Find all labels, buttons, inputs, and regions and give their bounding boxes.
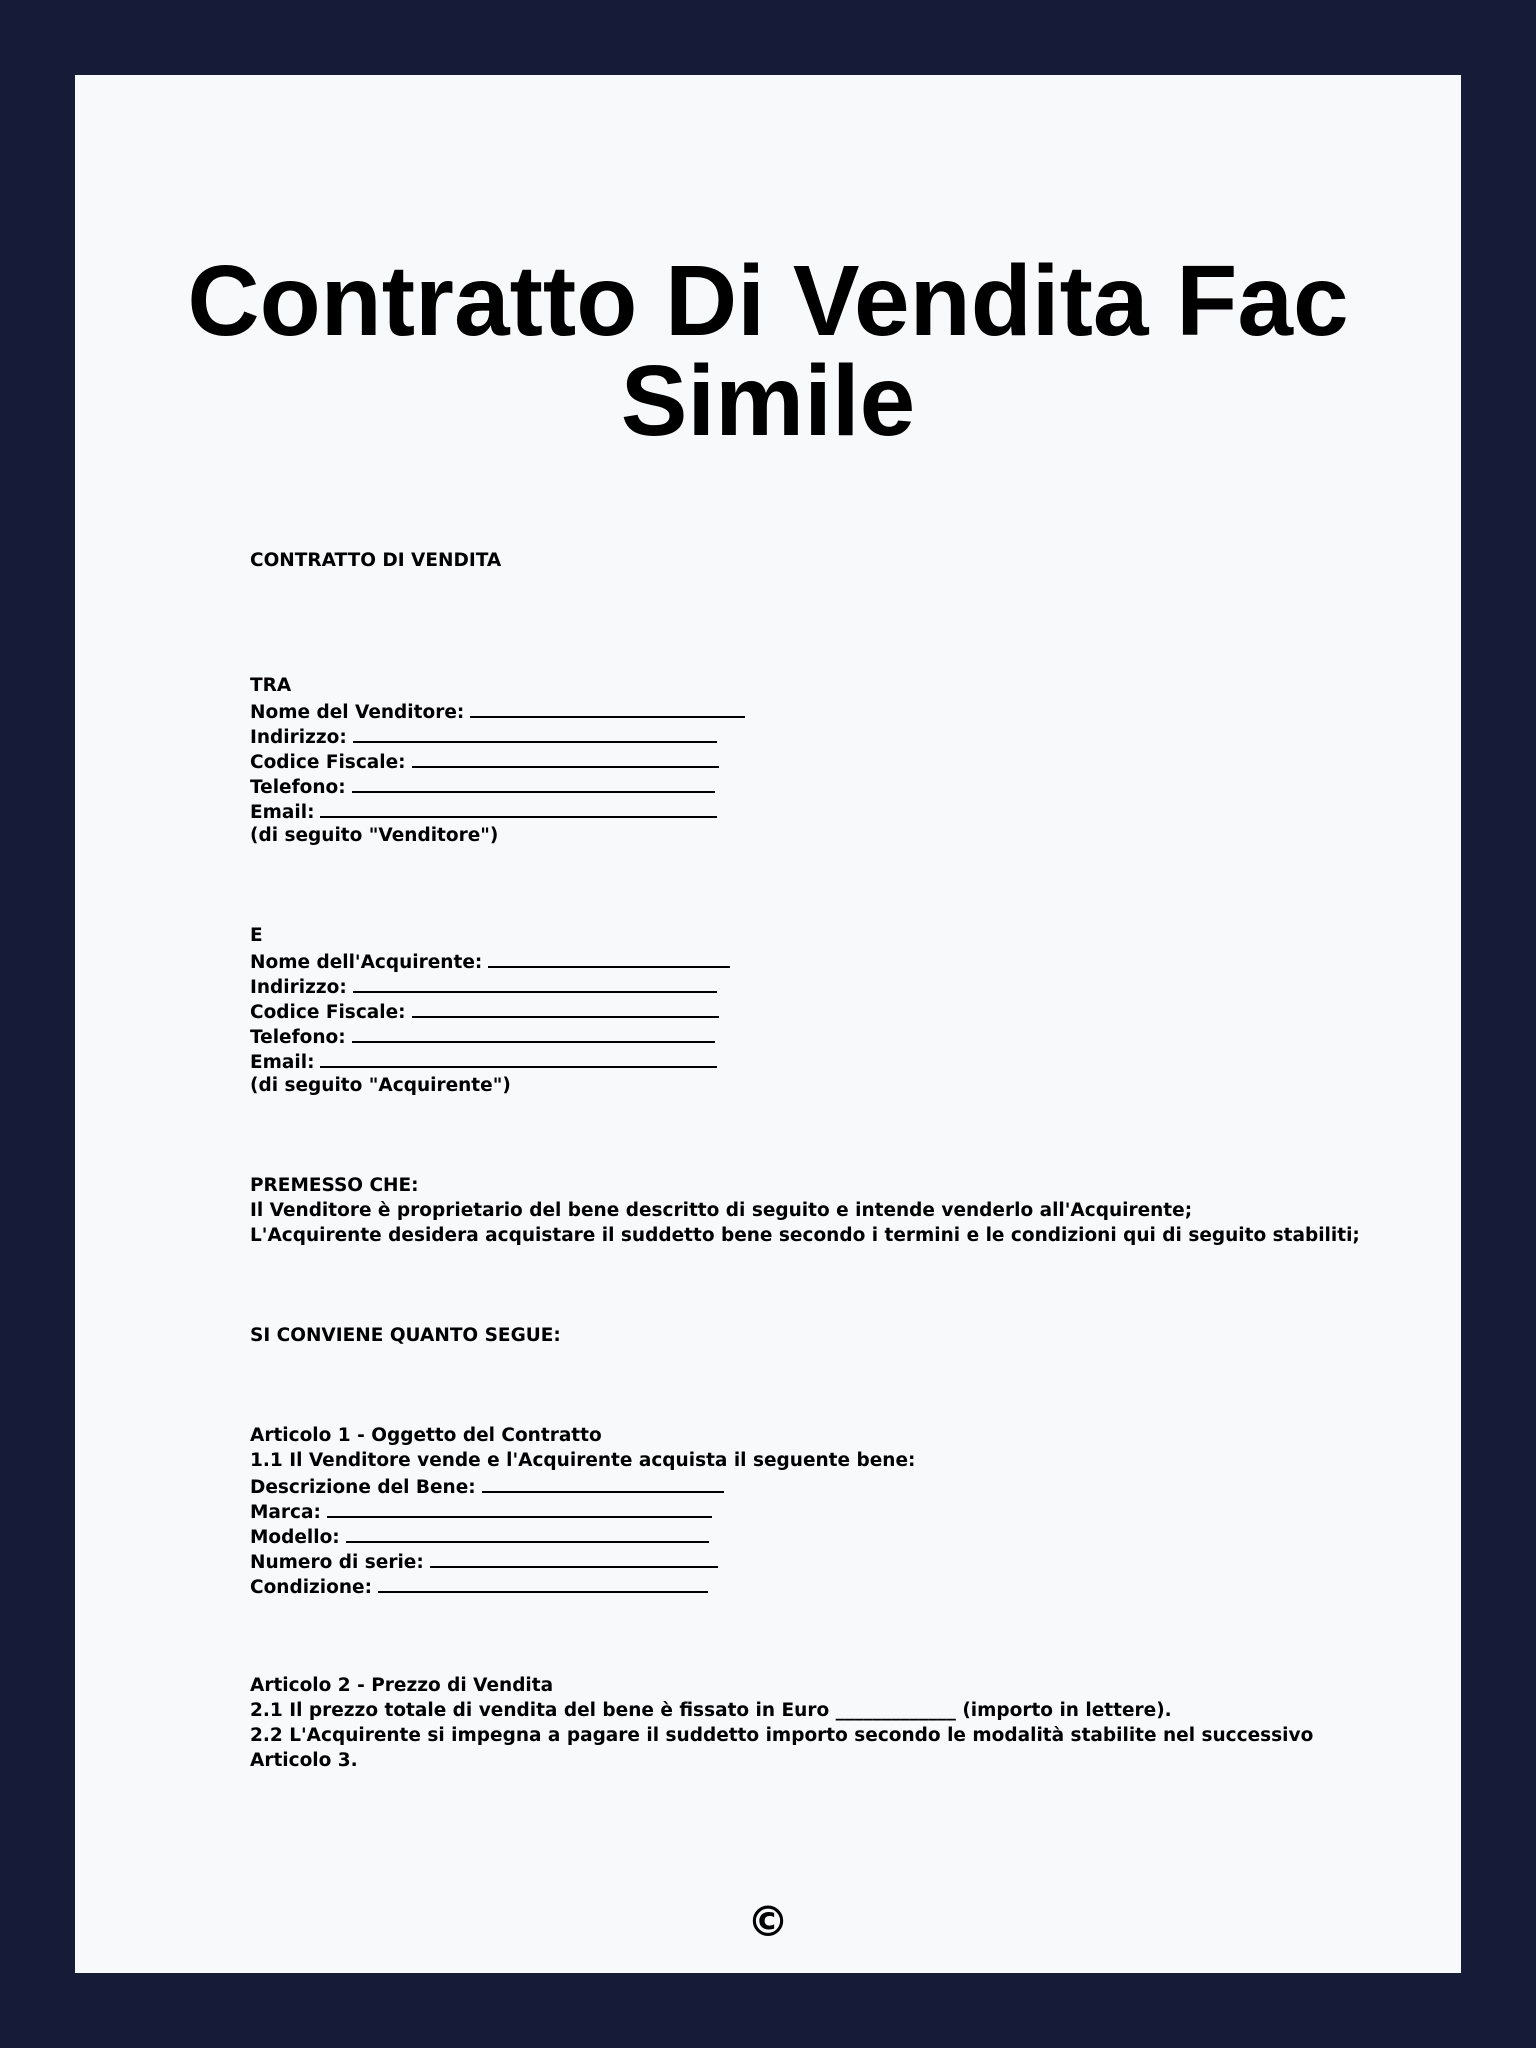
seller-phone-row	[250, 773, 1350, 798]
agreement-heading: SI CONVIENE QUANTO SEGUE:	[250, 1325, 561, 1346]
price-clause-prefix: 2.1 Il prezzo totale di vendita del bene è fissato in Euro	[250, 1700, 830, 1721]
seller-email-label: Email:	[250, 802, 315, 823]
buyer-phone-label: Telefono:	[250, 1027, 346, 1048]
buyer-fiscal-code-field[interactable]	[412, 998, 719, 1018]
buyer-section	[250, 923, 1350, 1098]
item-model-field[interactable]	[346, 1523, 709, 1543]
item-condition-label: Condizione:	[250, 1577, 372, 1598]
seller-address-field[interactable]	[353, 723, 717, 743]
premise-item: L'Acquirente desidera acquistare il suddetto bene secondo i termini e le condizioni qui di seguito stabiliti;	[250, 1225, 1360, 1246]
item-model-label: Modello:	[250, 1527, 340, 1548]
buyer-phone-field[interactable]	[352, 1023, 715, 1043]
seller-designation: (di seguito "Venditore")	[250, 825, 499, 846]
article-2-clause-2-line-1: 2.2 L'Acquirente si impegna a pagare il suddetto importo secondo le modalità stabilite nel successivo	[250, 1725, 1314, 1746]
buyer-designation: (di seguito "Acquirente")	[250, 1075, 511, 1096]
item-serial-row	[250, 1548, 1350, 1573]
buyer-fiscal-code-label: Codice Fiscale:	[250, 1002, 406, 1023]
item-brand-row	[250, 1498, 1350, 1523]
buyer-phone-row	[250, 1023, 1350, 1048]
premise-item: Il Venditore è proprietario del bene descritto di seguito e intende venderlo all'Acquirente;	[250, 1200, 1193, 1221]
seller-fiscal-code-row	[250, 748, 1350, 773]
seller-name-row	[250, 698, 1350, 723]
document-page	[75, 75, 1461, 1973]
buyer-name-field[interactable]	[488, 948, 730, 968]
seller-section	[250, 673, 1350, 848]
article-2-clause-1	[250, 1698, 1350, 1723]
seller-fiscal-code-field[interactable]	[412, 748, 719, 768]
article-1-heading: Articolo 1 - Oggetto del Contratto	[250, 1425, 602, 1446]
seller-address-label: Indirizzo:	[250, 727, 347, 748]
seller-name-field[interactable]	[470, 698, 745, 718]
seller-address-row	[250, 723, 1350, 748]
document-title: Contratto Di Vendita Fac Simile	[187, 245, 1349, 457]
seller-email-field[interactable]	[320, 798, 717, 818]
article-2-heading: Articolo 2 - Prezzo di Vendita	[250, 1675, 554, 1696]
buyer-name-row	[250, 948, 1350, 973]
contract-heading: CONTRATTO DI VENDITA	[250, 550, 502, 571]
item-condition-row	[250, 1573, 1350, 1598]
item-condition-field[interactable]	[378, 1573, 708, 1593]
price-clause-suffix: (importo in lettere).	[962, 1700, 1172, 1721]
seller-fiscal-code-label: Codice Fiscale:	[250, 752, 406, 773]
seller-phone-label: Telefono:	[250, 777, 346, 798]
item-description-field[interactable]	[482, 1473, 724, 1493]
buyer-address-field[interactable]	[353, 973, 717, 993]
item-description-row	[250, 1473, 1350, 1498]
premises-section	[250, 1173, 1360, 1248]
seller-intro: TRA	[250, 675, 292, 696]
buyer-email-label: Email:	[250, 1052, 315, 1073]
buyer-address-label: Indirizzo:	[250, 977, 347, 998]
article-2-clause-2-line-2: Articolo 3.	[250, 1750, 358, 1771]
item-brand-field[interactable]	[327, 1498, 712, 1518]
item-description-label: Descrizione del Bene:	[250, 1477, 476, 1498]
article-2-section	[250, 1673, 1350, 1773]
price-amount-blank[interactable]: _____________	[835, 1700, 956, 1721]
copyright-icon: ©	[747, 1897, 789, 1946]
item-brand-label: Marca:	[250, 1502, 321, 1523]
item-serial-field[interactable]	[430, 1548, 718, 1568]
buyer-fiscal-code-row	[250, 998, 1350, 1023]
article-1-intro: 1.1 Il Venditore vende e l'Acquirente acquista il seguente bene:	[250, 1450, 916, 1471]
seller-phone-field[interactable]	[352, 773, 715, 793]
agreement-section	[250, 1323, 1350, 1348]
buyer-name-label: Nome dell'Acquirente:	[250, 952, 483, 973]
article-1-section	[250, 1423, 1350, 1598]
buyer-address-row	[250, 973, 1350, 998]
premises-heading: PREMESSO CHE:	[250, 1175, 419, 1196]
seller-name-label: Nome del Venditore:	[250, 702, 465, 723]
buyer-email-field[interactable]	[320, 1048, 717, 1068]
buyer-intro: E	[250, 925, 263, 946]
buyer-email-row	[250, 1048, 1350, 1073]
item-serial-label: Numero di serie:	[250, 1552, 424, 1573]
item-model-row	[250, 1523, 1350, 1548]
contract-heading-block	[250, 548, 1350, 573]
seller-email-row	[250, 798, 1350, 823]
